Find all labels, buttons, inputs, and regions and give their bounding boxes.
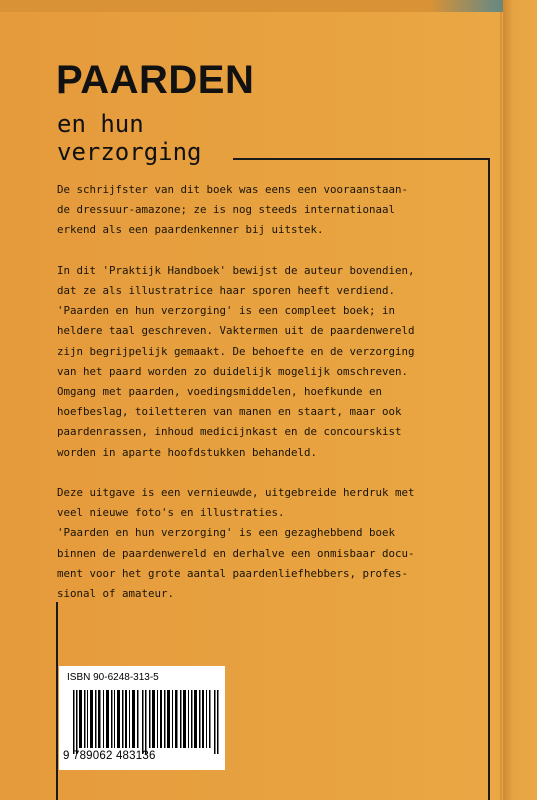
blurb-paragraph: In dit 'Praktijk Handboek' bewijst de auteur bovendien, dat ze als illustratrice haar sporen heeft verdiend. 'Paarden en hun verzorging' is een compleet boek; in heldere taal geschreven. Vaktermen uit de paardenwereld zijn begrijpelijk gemaakt. De behoefte en de verzorging van het paard worden zo duidelijk mogelijk omschreven. Omgang met paarden, voedingsmiddelen, hoefkunde en hoefbeslag, toiletteren van manen en staart, maar ook paardenrassen, inhoud medicijnkast en de concourskist worden in aparte hoofdstukken behandeld. — [57, 263, 415, 459]
frame-line-left — [56, 602, 58, 800]
barcode-digits: 9 789062 483136 — [63, 750, 156, 762]
barcode-icon — [73, 690, 219, 754]
book-title: PAARDEN — [56, 58, 255, 102]
book-subtitle — [57, 110, 202, 166]
frame-line-right — [488, 158, 490, 800]
subtitle-line: en hun — [57, 110, 144, 138]
isbn-text: ISBN 90-6248-313-5 — [67, 672, 159, 683]
spine-edge — [503, 0, 537, 800]
spine-crease — [500, 12, 502, 800]
top-edge — [0, 0, 537, 12]
barcode-label — [59, 666, 225, 770]
blurb-paragraph: De schrijfster van dit boek was eens een vooraanstaan- de dressuur-amazone; ze is nog steeds internationaal erkend als een paardenkenner bij uitstek. — [57, 183, 409, 237]
blurb-text — [57, 180, 487, 624]
subtitle-line: verzorging — [57, 138, 202, 166]
blurb-paragraph: Deze uitgave is een vernieuwde, uitgebreide herdruk met veel nieuwe foto's en illustraties. 'Paarden en hun verzorging' is een gezaghebbend boek binnen de paardenwereld en derhalve een onmisbaar docu- ment voor het grote aantal paardenliefhebbers, profes- sional of amateur. — [57, 486, 415, 601]
frame-line-top — [233, 158, 490, 160]
